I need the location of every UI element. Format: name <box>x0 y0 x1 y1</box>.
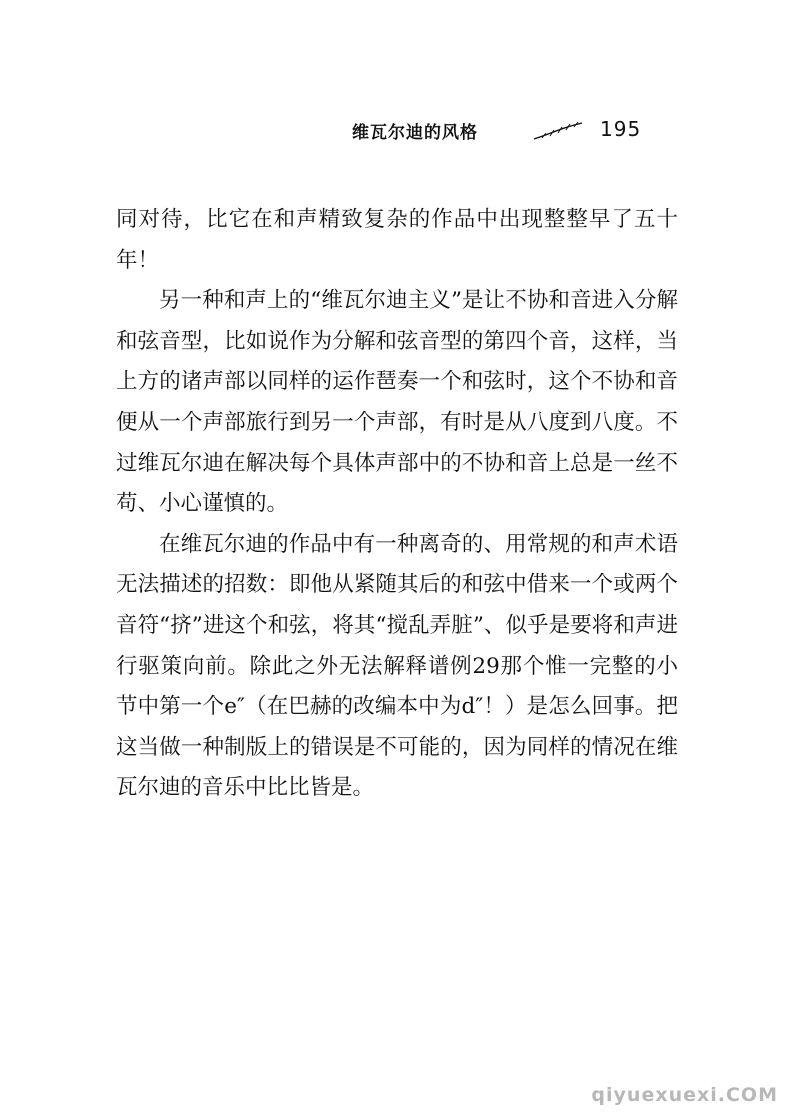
running-title: 维瓦尔迪的风格 <box>352 123 478 143</box>
paragraph-continued: 同对待，比它在和声精致复杂的作品中出现整整早了五十年！ <box>116 207 678 273</box>
flourish-ornament-icon <box>532 120 584 142</box>
page-number: 195 <box>600 117 642 141</box>
body-text <box>116 200 678 809</box>
running-head <box>352 116 652 146</box>
paragraph: 另一种和声上的“维瓦尔迪主义”是让不协和音进入分解和弦音型，比如说作为分解和弦音型的第四个音，这样，当上方的诸声部以同样的运作琶奏一个和弦时，这个不协和音便从一个声部旅行到另一个声部，有时是从八度到八度。不过维瓦尔迪在解决每个具体声部中的不协和音上总是一丝不苟、小心谨慎的。 <box>116 288 678 517</box>
paragraph: 在维瓦尔迪的作品中有一种离奇的、用常规的和声术语无法描述的招数：即他从紧随其后的和弦中借来一个或两个音符“挤”进这个和弦，将其“搅乱弄脏”、似乎是要将和声进行驱策向前。除此之外无法解释谱例29那个惟一完整的小节中第一个e″（在巴赫的改编本中为d″！）是怎么回事。把这当做一种制版上的错误是不可能的，因为同样的情况在维瓦尔迪的音乐中比比皆是。 <box>116 531 678 801</box>
watermark: qiyuexuexi.COM <box>591 1084 778 1106</box>
